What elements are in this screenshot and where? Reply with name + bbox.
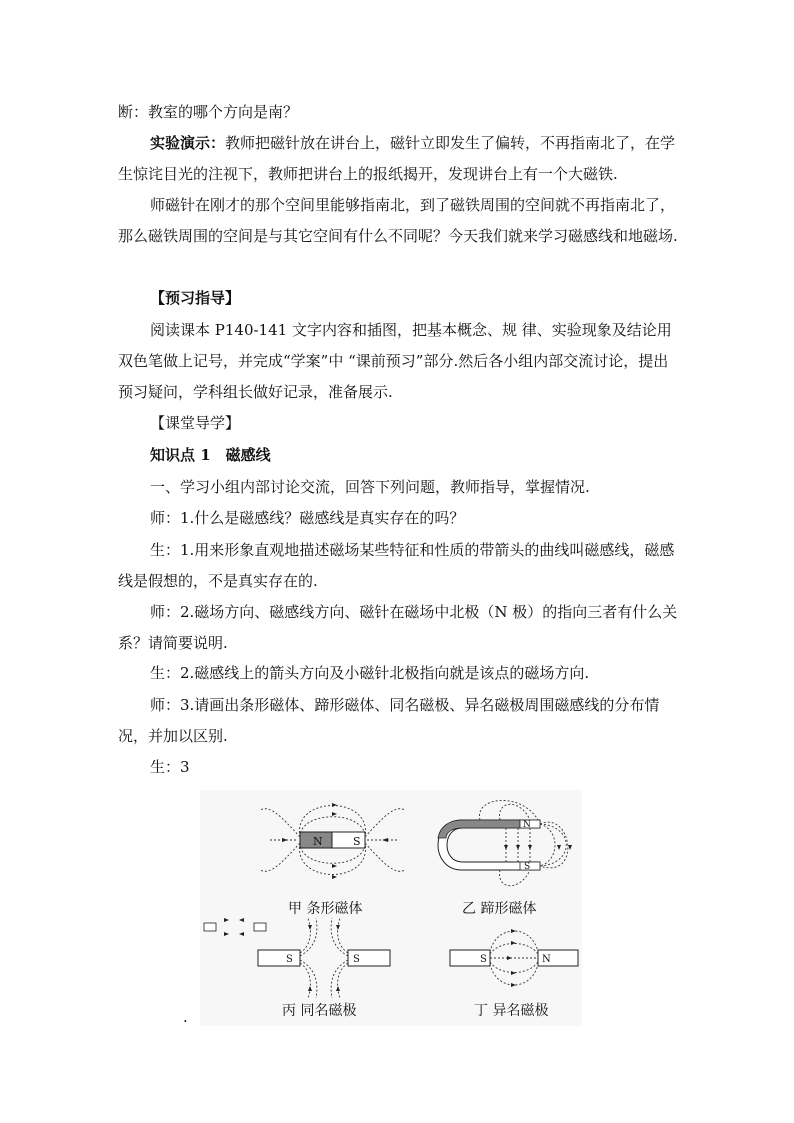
caption-like-poles: 丙 同名磁极 bbox=[282, 1003, 357, 1019]
student-answer-1: 生：1.用来形象直观地描述磁场某些特征和性质的带箭头的曲线叫磁感线，磁感线是假想的，不是真实存在的. bbox=[118, 541, 675, 590]
unlike-poles-n-label: N bbox=[542, 954, 551, 965]
teacher-question-2: 师：2.磁场方向、磁感线方向、磁针在磁场中北极（N 极）的指向三者有什么关系？请简要说明. bbox=[118, 603, 678, 652]
heading-preview-guide: 【预习指导】 bbox=[150, 289, 241, 307]
bar-magnet-n-label: N bbox=[313, 835, 323, 848]
paragraph-question-intro: 师磁针在刚才的那个空间里能够指南北，到了磁铁周围的空间就不再指南北了，那么磁铁周围的空间是与其它空间有什么不同呢？今天我们就来学习磁感线和地磁场. bbox=[118, 196, 678, 245]
horseshoe-n-label: N bbox=[523, 820, 531, 830]
magnetic-field-figure bbox=[200, 790, 582, 1026]
paragraph-experiment bbox=[118, 128, 678, 190]
student-answer-2: 生：2.磁感线上的箭头方向及小磁针北极指向就是该点的磁场方向. bbox=[150, 664, 590, 682]
heading-classroom-guide: 【课堂导学】 bbox=[150, 414, 241, 432]
caption-unlike-poles: 丁 异名磁极 bbox=[474, 1003, 549, 1019]
bar-magnet-s-label: S bbox=[353, 835, 361, 848]
paragraph-intro-end: 断：教室的哪个方向是南？ bbox=[118, 103, 299, 121]
caption-bar-magnet: 甲 条形磁体 bbox=[288, 901, 363, 917]
experiment-text: 教师把磁针放在讲台上，磁针立即发生了偏转，不再指南北了，在学生惊诧目光的注视下，教师把讲台上的报纸揭开，发现讲台上有一个大磁铁. bbox=[118, 134, 676, 183]
teacher-question-1: 师：1.什么是磁感线？磁感线是真实存在的吗？ bbox=[150, 509, 465, 527]
unlike-poles-s-label: S bbox=[480, 954, 487, 965]
heading-knowledge-point-1: 知识点 1 磁感线 bbox=[150, 446, 271, 464]
trailing-period: . bbox=[183, 1008, 188, 1026]
student-answer-3: 生：3 bbox=[150, 758, 190, 776]
like-poles-left-s-label: S bbox=[286, 954, 293, 965]
caption-horseshoe-magnet: 乙 蹄形磁体 bbox=[462, 901, 537, 917]
like-poles-right-s-label: S bbox=[353, 954, 360, 965]
horseshoe-s-label: S bbox=[524, 862, 531, 872]
paragraph-group-discussion: 一、学习小组内部讨论交流，回答下列问题，教师指导，掌握情况. bbox=[150, 478, 590, 496]
teacher-question-3: 师：3.请画出条形磁体、蹄形磁体、同名磁极、异名磁极周围磁感线的分布情况，并加以区别. bbox=[118, 696, 660, 745]
paragraph-preview-instructions: 阅读课本 P140-141 文字内容和插图，把基本概念、规 律、实验现象及结论用双色笔做上记号，并完成“学案”中 “课前预习”部分.然后各小组内部交流讨论，提出预习疑问，学科组长做好记录，准备展示. bbox=[118, 321, 672, 401]
experiment-label: 实验演示： bbox=[150, 134, 226, 152]
